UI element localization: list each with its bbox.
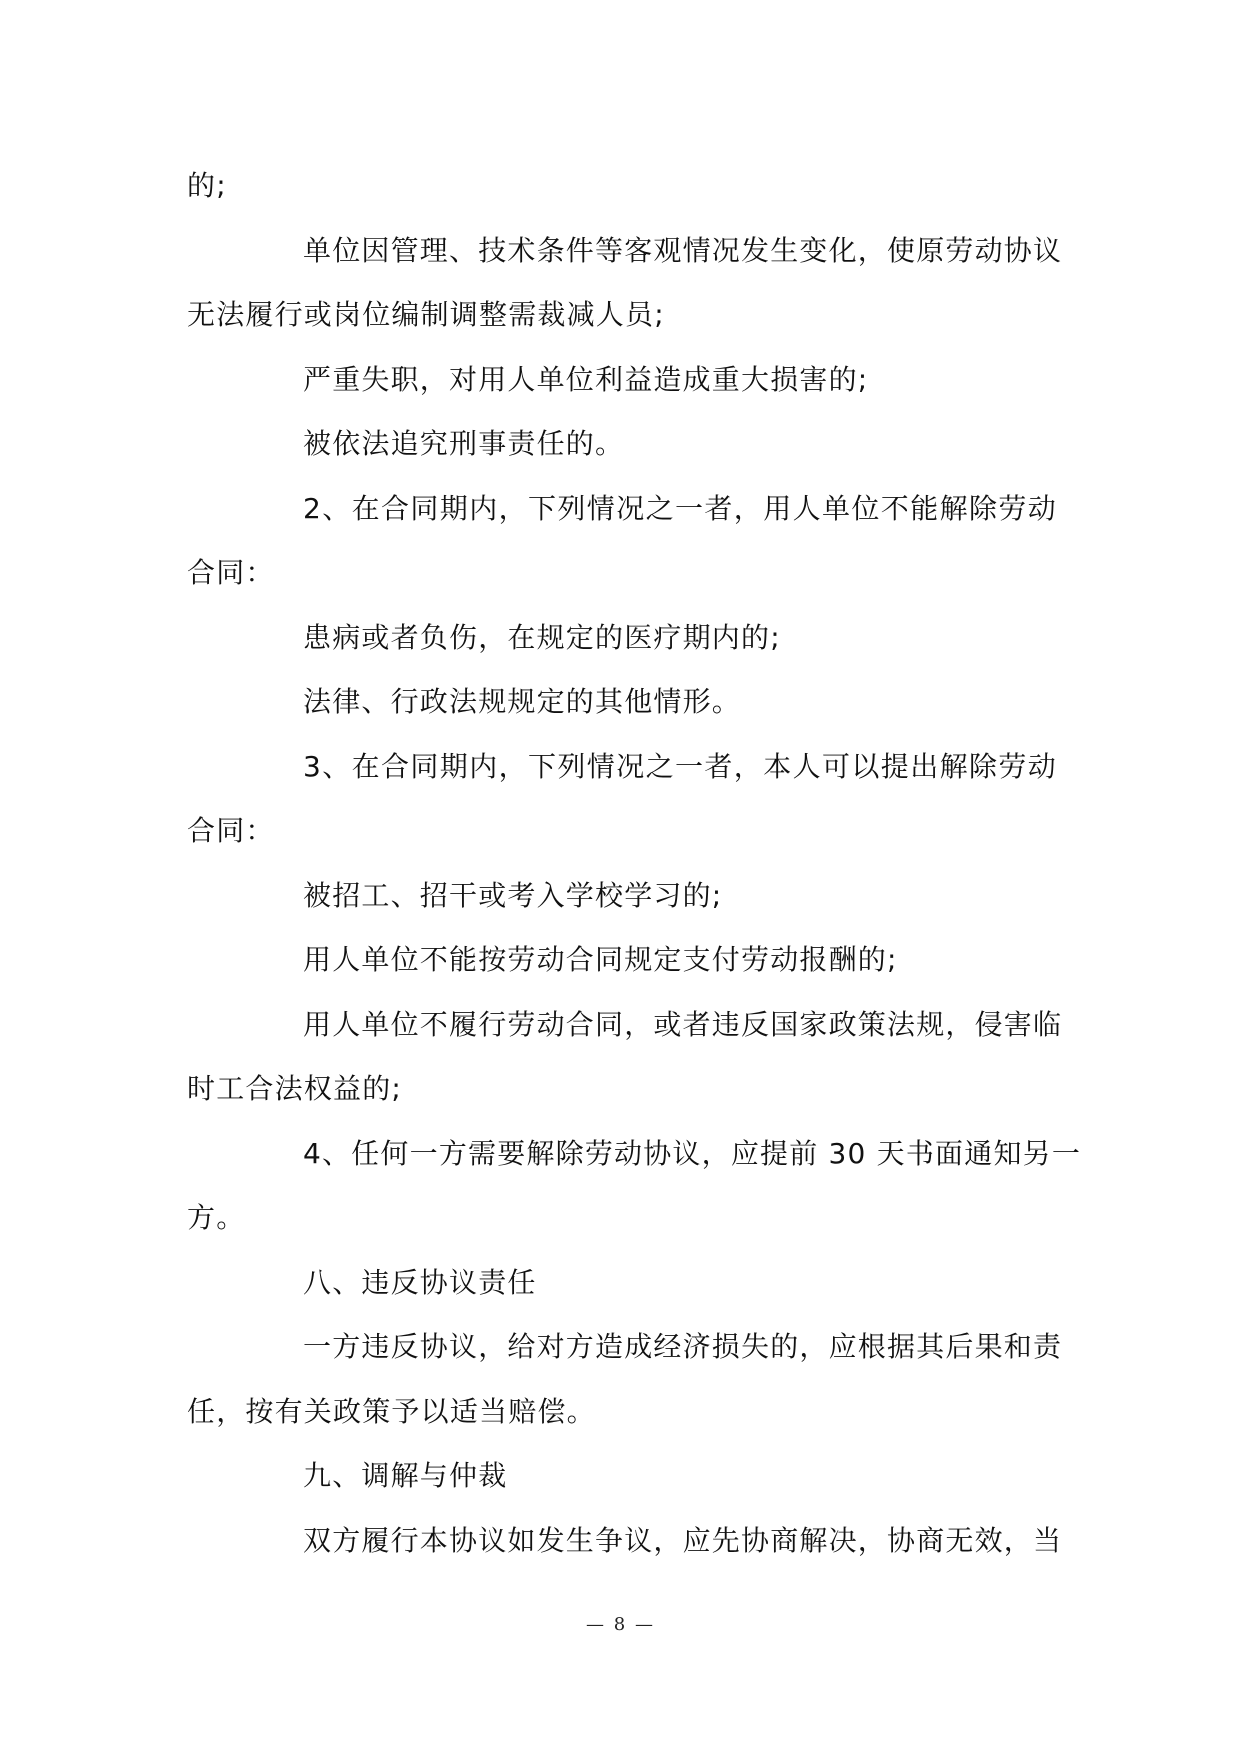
text-line: 2、在合同期内，下列情况之一者，用人单位不能解除劳动 [303, 491, 1057, 525]
text-line: 3、在合同期内，下列情况之一者，本人可以提出解除劳动 [303, 749, 1057, 783]
text-line: 方。 [187, 1201, 246, 1234]
text-line: 法律、行政法规规定的其他情形。 [303, 685, 742, 718]
text-line: 任，按有关政策予以适当赔偿。 [187, 1394, 596, 1428]
text-line: 时工合法权益的; [187, 1072, 403, 1105]
text-line: 用人单位不履行劳动合同，或者违反国家政策法规，侵害临 [303, 1007, 1063, 1041]
text-line: 被招工、招干或考入学校学习的; [303, 878, 723, 912]
text-line: 双方履行本协议如发生争议，应先协商解决，协商无效，当 [303, 1523, 1063, 1557]
page-number: — 8 — [586, 1614, 655, 1635]
text-line: 被依法追究刑事责任的。 [303, 427, 625, 460]
text-line: 单位因管理、技术条件等客观情况发生变化，使原劳动协议 [303, 233, 1063, 267]
text-line: 4、任何一方需要解除劳动协议，应提前 30 天书面通知另一 [303, 1136, 1082, 1170]
section-heading: 八、违反协议责任 [303, 1265, 537, 1299]
text-line: 严重失职，对用人单位利益造成重大损害的; [303, 362, 869, 396]
text-line: 一方违反协议，给对方造成经济损失的，应根据其后果和责 [303, 1330, 1063, 1363]
section-heading: 九、调解与仲裁 [303, 1459, 508, 1492]
text-line: 患病或者负伤，在规定的医疗期内的; [303, 620, 781, 654]
text-line: 用人单位不能按劳动合同规定支付劳动报酬的; [303, 943, 898, 976]
body-text [187, 158, 1082, 1577]
text-line: 合同： [187, 814, 275, 847]
text-line: 合同： [187, 556, 275, 589]
text-line: 无法履行或岗位编制调整需裁减人员; [187, 298, 665, 331]
text-line: 的; [187, 169, 227, 202]
